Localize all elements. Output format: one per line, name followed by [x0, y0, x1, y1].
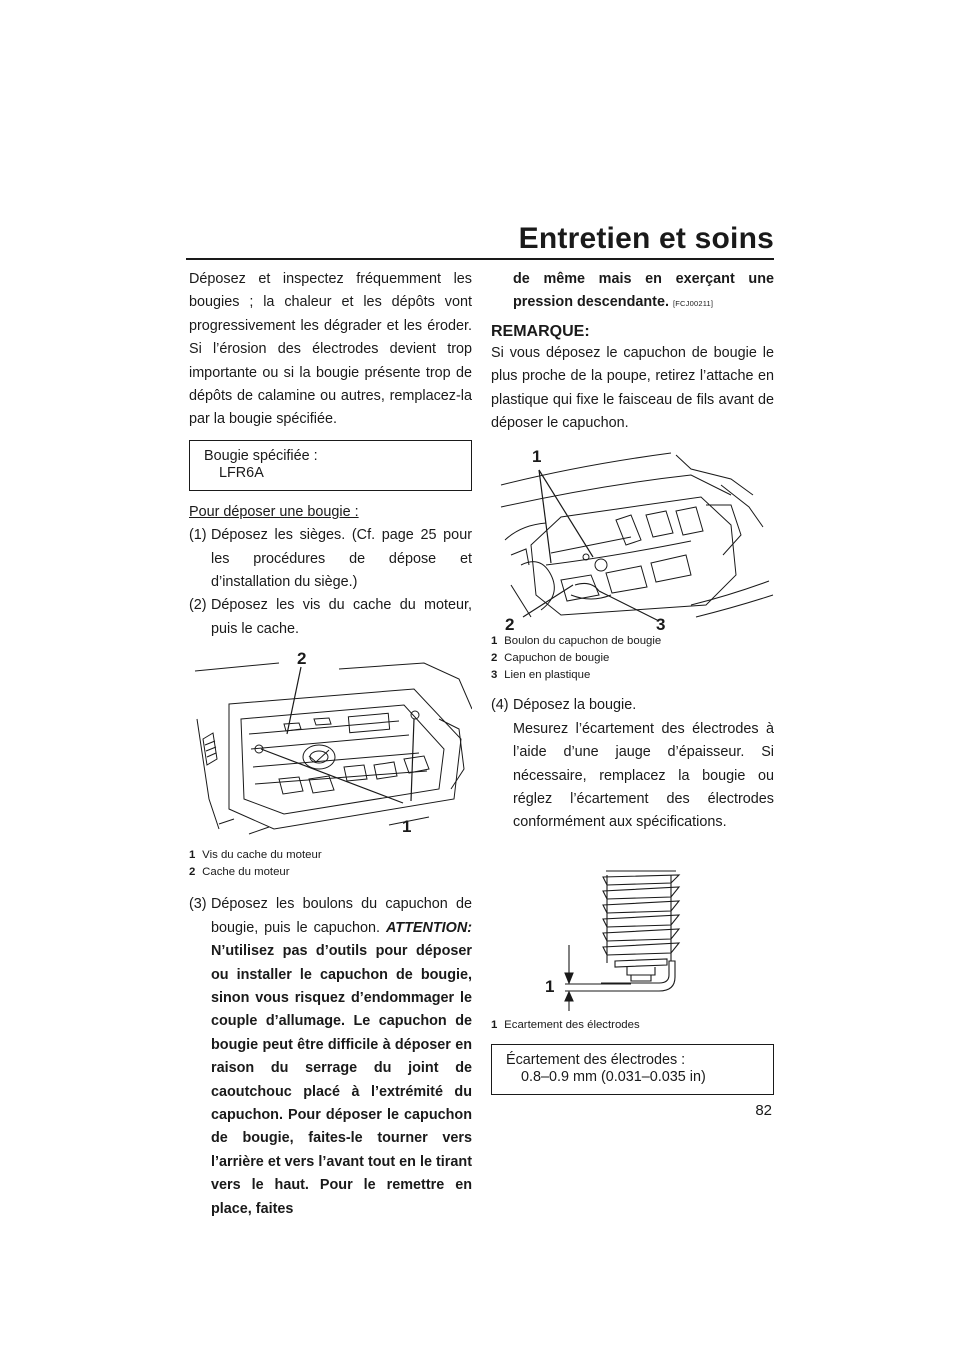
step-4 — [491, 694, 774, 834]
page-number: 82 — [755, 1102, 772, 1119]
engine-cover-figure — [189, 649, 472, 845]
spec-value: 0.8–0.9 mm (0.031–0.035 in) — [521, 1068, 706, 1085]
step-number: (2) — [189, 597, 207, 614]
note-text: Si vous déposez le capuchon de bougie le plus proche de la poupe, retirez l’attache en plastique qui fixe le faisceau de fils avant de déposer le capuchon. — [491, 344, 774, 432]
spark-plug-cap-figure — [491, 445, 774, 635]
spec-value: LFR6A — [219, 464, 264, 481]
figure-callout-1: 1 — [545, 976, 555, 996]
step-text: Déposez les vis du cache du moteur, puis le cache. — [211, 597, 472, 637]
step-3 — [189, 893, 472, 1221]
figure-callout-1: 1 — [532, 447, 542, 467]
step-number: (4) — [491, 697, 509, 714]
caption-item: 2 Cache du moteur — [189, 866, 290, 879]
header-divider — [186, 258, 774, 260]
caption-item: 1 Vis du cache du moteur — [189, 849, 322, 862]
figure-callout-2: 2 — [297, 649, 307, 669]
left-column — [189, 268, 472, 1221]
caption-item: 3 Lien en plastique — [491, 669, 591, 682]
attention-code: [FCJ00211] — [672, 299, 714, 309]
electrode-gap-illustration — [491, 865, 774, 1015]
attention-continuation — [491, 268, 774, 316]
step-text: Déposez les sièges. (Cf. page 25 pour les procédures de dépose et d’installation du siège.) — [211, 527, 472, 591]
electrode-gap-spec-box — [491, 1044, 774, 1095]
caption-item: 1 Ecartement des électrodes — [491, 1018, 640, 1031]
attention-label: ATTENTION: — [385, 919, 473, 936]
figure-callout-3: 3 — [656, 615, 666, 635]
step-title: Déposez la bougie. — [513, 697, 637, 714]
attention-text: N’utilisez pas d’outils pour déposer ou installer le capuchon de bougie, sinon vous risquez d’endommager le couple d’allumage. Le capuchon de bougie peut être difficile à déposer en raison du serrage du joint de caoutchouc placé à l’extrémité du capuchon. Pour déposer le capuchon de bougie, faites-le tourner vers l’arrière et vers l’avant tout en le tirant vers le haut. Pour le remettre en place, faites — [211, 943, 472, 1217]
step-number: (1) — [189, 527, 207, 544]
step-1 — [189, 524, 472, 594]
figure-caption — [189, 847, 472, 881]
step-text: Déposez les boulons du capuchon de bougie, puis le capuchon. — [211, 896, 472, 936]
figure-caption — [491, 1017, 774, 1034]
caption-item: 2 Capuchon de bougie — [491, 652, 610, 665]
procedure-title: Pour déposer une bougie : — [189, 503, 359, 520]
step-number: (3) — [189, 896, 207, 913]
note-heading: REMARQUE: — [491, 322, 590, 340]
spark-plug-spec-box — [189, 440, 472, 491]
right-column — [491, 268, 774, 1105]
step-text: Mesurez l’écartement des électrodes à l’aide d’une jauge d’épaisseur. Si nécessaire, remplacez la bougie ou réglez l’écartement des électrodes conformément aux spécifications. — [513, 720, 774, 831]
intro-paragraph: Déposez et inspectez fréquemment les bougies ; la chaleur et les dépôts vont progressivement les dégrader et les éroder. Si l’érosion des électrodes devient trop importante ou si la bougie présente trop de dépôts de calamine ou autres, remplacez-la par la bougie spécifiée. — [189, 271, 472, 428]
spec-label: Bougie spécifiée : — [204, 447, 318, 464]
electrode-gap-figure — [491, 865, 774, 1015]
figure-callout-2: 2 — [505, 615, 515, 635]
attention-text: de même mais en exerçant une pression descendante. — [513, 271, 774, 311]
page-title: Entretien et soins — [518, 222, 774, 255]
step-2 — [189, 594, 472, 641]
figure-callout-1: 1 — [402, 817, 412, 837]
figure-caption — [491, 633, 774, 684]
spec-label: Écartement des électrodes : — [506, 1051, 686, 1068]
caption-item: 1 Boulon du capuchon de bougie — [491, 635, 662, 648]
spark-plug-cap-illustration — [491, 445, 774, 635]
engine-cover-illustration — [189, 649, 472, 845]
